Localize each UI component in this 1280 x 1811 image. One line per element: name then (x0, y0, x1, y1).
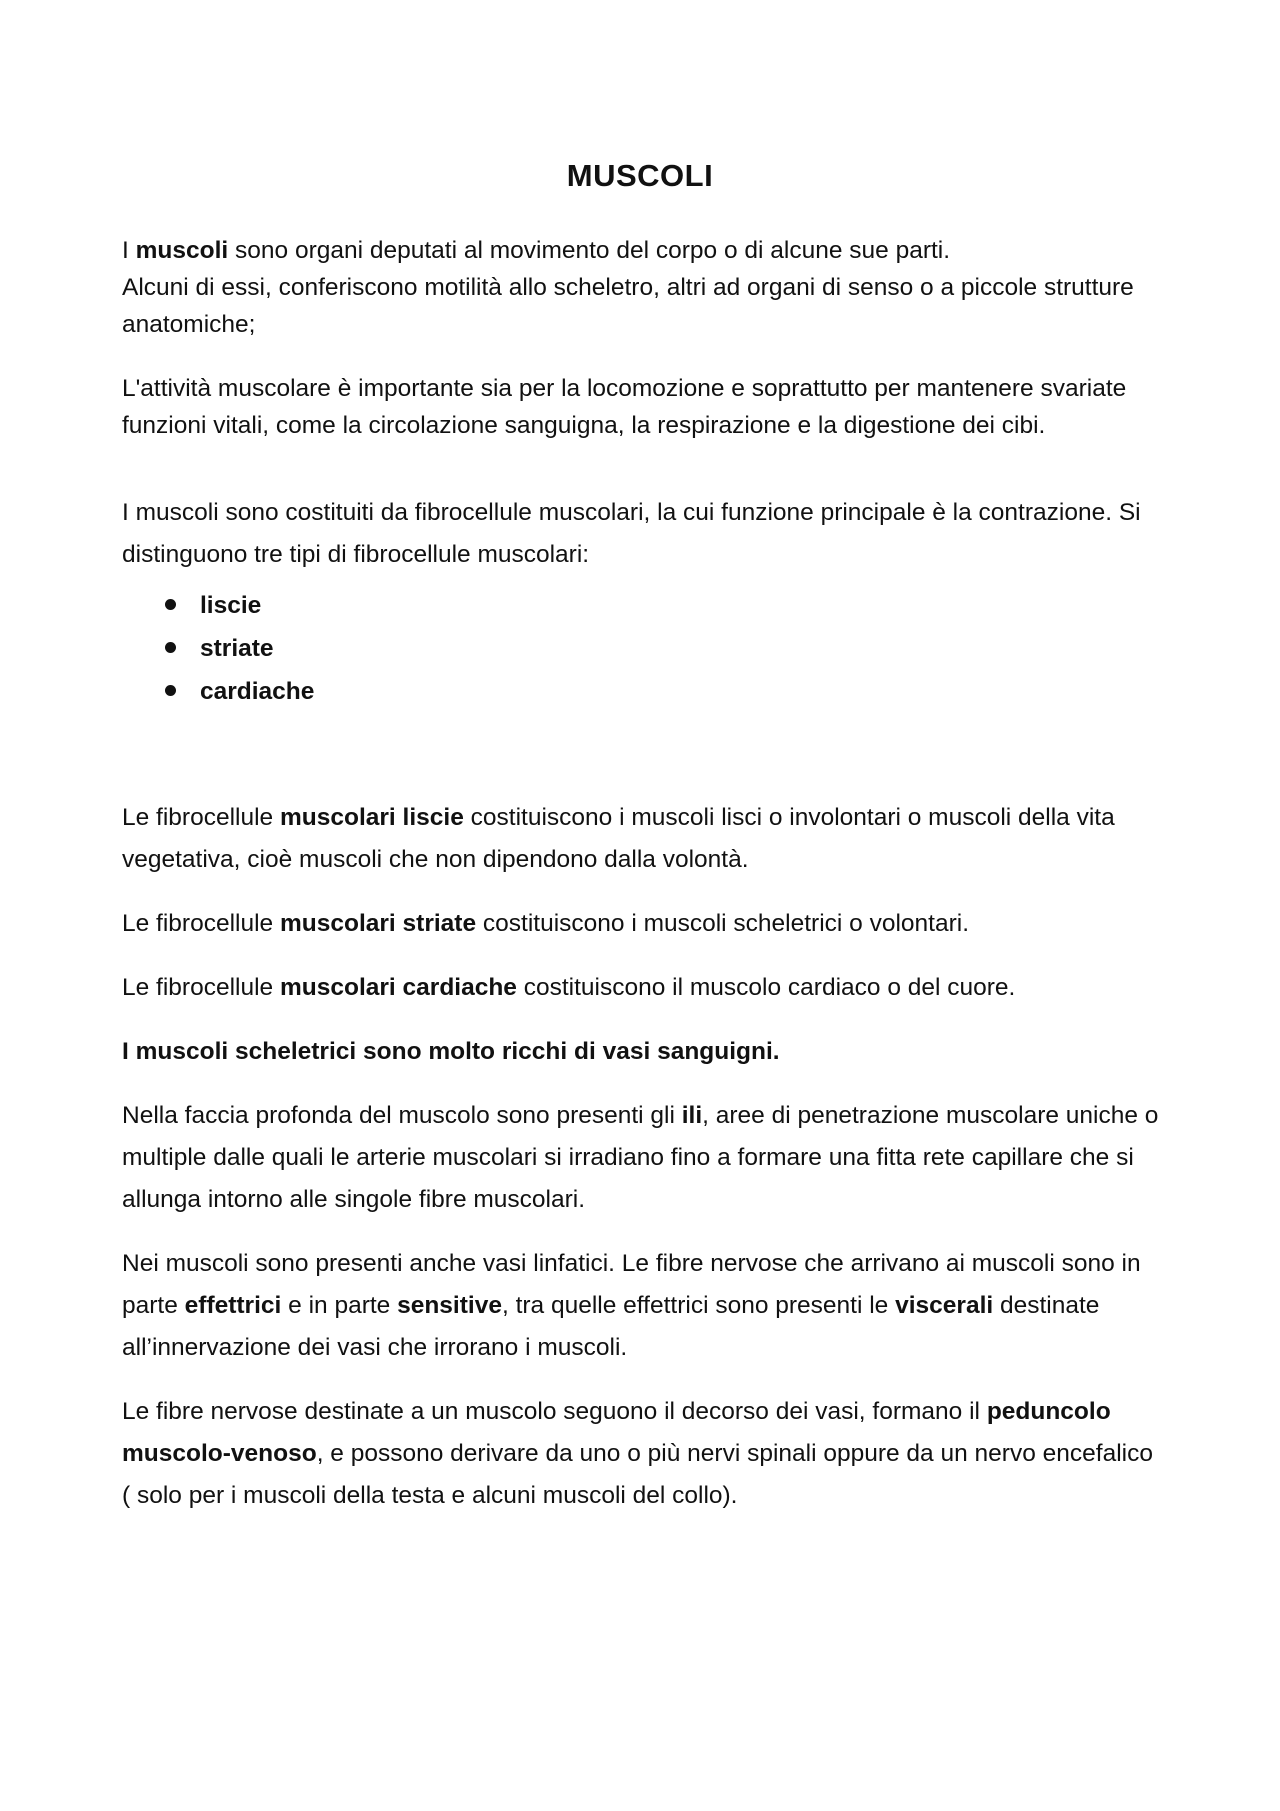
bullet-icon (165, 599, 176, 610)
text-run: destinate all’innervazione dei vasi che irrorano i muscoli. (122, 1292, 1100, 1361)
fibrocells-paragraph: I muscoli sono costituiti da fibrocellule muscolari, la cui funzione principale è la contrazione. Si distinguono tre tipi di fibrocellule muscolari: (122, 499, 1141, 568)
text-run: e in parte (281, 1292, 398, 1319)
page-title: MUSCOLI (566, 158, 714, 193)
text-run: sono organi deputati al movimento del corpo o di alcune sue parti. (228, 237, 951, 264)
text-run: Le fibre nervose destinate a un muscolo seguono il decorso dei vasi, formano il (122, 1398, 987, 1425)
text-run: Alcuni di essi, conferiscono motilità allo scheletro, altri ad organi di senso o a piccole strutture anatomiche; (122, 274, 1134, 338)
hilum-paragraph (122, 1095, 1162, 1221)
list-item-label: cardiache (200, 678, 315, 705)
text-run: , tra quelle effettrici sono presenti le (501, 1292, 896, 1319)
bold-term: muscolari cardiache (279, 974, 517, 1001)
bold-term: muscolari liscie (279, 804, 464, 831)
bold-term: muscoli (135, 237, 229, 264)
bullet-icon (165, 642, 176, 653)
peduncle-paragraph (122, 1391, 1162, 1517)
bold-term: muscolari striate (279, 910, 477, 937)
intro-paragraph (122, 232, 1162, 343)
list-item (122, 584, 1162, 627)
bullet-icon (165, 685, 176, 696)
activity-paragraph: L'attività muscolare è importante sia per la locomozione e soprattutto per mantenere svariate funzioni vitali, come la circolazione sanguigna, la respirazione e la digestione dei cibi. (122, 375, 1127, 439)
document-body (122, 232, 1162, 1517)
list-item (122, 670, 1162, 713)
bold-term: ili (681, 1102, 703, 1129)
text-run: Nei muscoli sono presenti anche vasi linfatici. Le fibre nervose che arrivano ai muscoli sono in parte (122, 1250, 1141, 1319)
striated-muscle-paragraph (122, 903, 1162, 945)
text-run: I (122, 237, 136, 264)
list-item-label: striate (200, 635, 274, 662)
list-item-label: liscie (200, 592, 262, 619)
cardiac-muscle-paragraph (122, 967, 1162, 1009)
text-run: Le fibrocellule (122, 804, 280, 831)
vessels-statement: I muscoli scheletrici sono molto ricchi di vasi sanguigni. (122, 1038, 780, 1065)
fibrocell-types-list (122, 584, 1162, 713)
bold-term: effettrici (184, 1292, 282, 1319)
text-run: , e possono derivare da uno o più nervi spinali oppure da un nervo encefalico ( solo per i muscoli della testa e alcuni muscoli del collo). (122, 1440, 1153, 1509)
text-run: costituiscono i muscoli scheletrici o volontari. (476, 910, 969, 937)
text-run: costituiscono il muscolo cardiaco o del cuore. (516, 974, 1016, 1001)
text-run: Le fibrocellule (122, 910, 280, 937)
bold-term: sensitive (397, 1292, 502, 1319)
text-run: Le fibrocellule (122, 974, 280, 1001)
bold-term: viscerali (895, 1292, 994, 1319)
text-run: Nella faccia profonda del muscolo sono presenti gli (122, 1102, 682, 1129)
bold-term: peduncolo muscolo-venoso (122, 1398, 1111, 1467)
smooth-muscle-paragraph (122, 797, 1162, 881)
nerves-paragraph (122, 1243, 1162, 1369)
list-item (122, 627, 1162, 670)
text-run: costituiscono i muscoli lisci o involontari o muscoli della vita vegetativa, cioè muscoli che non dipendono dalla volontà. (122, 804, 1115, 873)
text-run: , aree di penetrazione muscolare uniche o multiple dalle quali le arterie muscolari si irradiano fino a formare una fitta rete capillare che si allunga intorno alle singole fibre muscolari. (122, 1102, 1159, 1213)
